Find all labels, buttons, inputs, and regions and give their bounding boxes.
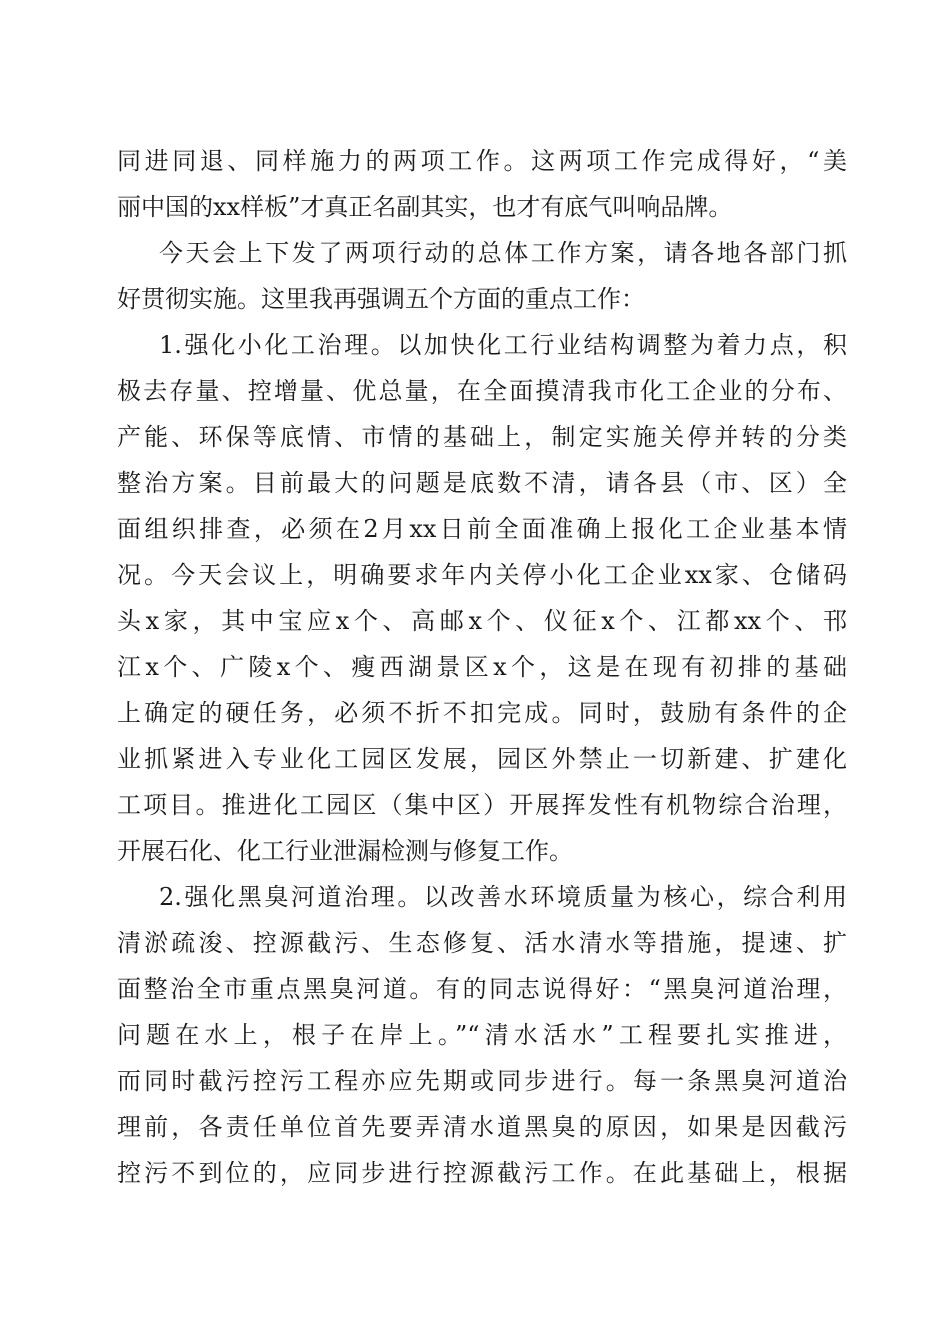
paragraph-line: 面组织排查，必须在2月xx日前全面准确上报化工企业基本情 [117, 515, 847, 543]
paragraph-line: 工项目。推进化工园区（集中区）开展挥发性有机物综合治理， [117, 791, 847, 819]
paragraph-line: 面整治全市重点黑臭河道。有的同志说得好：“黑臭河道治理， [117, 975, 847, 1003]
paragraph-line: 业抓紧进入专业化工园区发展，园区外禁止一切新建、扩建化 [117, 745, 847, 773]
paragraph-line: 问题在水上，根子在岸上。”“清水活水”工程要扎实推进， [117, 1021, 847, 1049]
paragraph-line: 头x家，其中宝应x个、高邮x个、仪征x个、江都xx个、邗 [117, 607, 847, 635]
paragraph-line: 理前，各责任单位首先要弄清水道黑臭的原因，如果是因截污 [117, 1113, 847, 1141]
paragraph-line: 江x个、广陵x个、瘦西湖景区x个，这是在现有初排的基础 [117, 653, 847, 681]
paragraph-line: 好贯彻实施。这里我再强调五个方面的重点工作： [117, 285, 645, 313]
document-body [117, 138, 847, 1196]
paragraph-line: 丽中国的xx样板”才真正名副其实，也才有底气叫响品牌。 [117, 193, 733, 221]
paragraph-line: 开展石化、化工行业泄漏检测与修复工作。 [117, 837, 573, 865]
paragraph-line: 同进同退、同样施力的两项工作。这两项工作完成得好，“美 [117, 147, 847, 175]
paragraph-line: 况。今天会议上，明确要求年内关停小化工企业xx家、仓储码 [117, 561, 847, 589]
paragraph-line: 极去存量、控增量、优总量，在全面摸清我市化工企业的分布、 [117, 377, 847, 405]
paragraph-line: 控污不到位的，应同步进行控源截污工作。在此基础上，根据 [117, 1159, 847, 1187]
paragraph-line: 上确定的硬任务，必须不折不扣完成。同时，鼓励有条件的企 [117, 699, 847, 727]
paragraph-line: 清淤疏浚、控源截污、生态修复、活水清水等措施，提速、扩 [117, 929, 847, 957]
paragraph-line: 产能、环保等底情、市情的基础上，制定实施关停并转的分类 [117, 423, 847, 451]
paragraph-line: 而同时截污控污工程亦应先期或同步进行。每一条黑臭河道治 [117, 1067, 847, 1095]
paragraph-line: 2.强化黑臭河道治理。以改善水环境质量为核心，综合利用 [159, 883, 847, 911]
paragraph-line: 1.强化小化工治理。以加快化工行业结构调整为着力点，积 [159, 331, 847, 359]
paragraph-line: 整治方案。目前最大的问题是底数不清，请各县（市、区）全 [117, 469, 847, 497]
paragraph-line: 今天会上下发了两项行动的总体工作方案，请各地各部门抓 [159, 239, 847, 267]
